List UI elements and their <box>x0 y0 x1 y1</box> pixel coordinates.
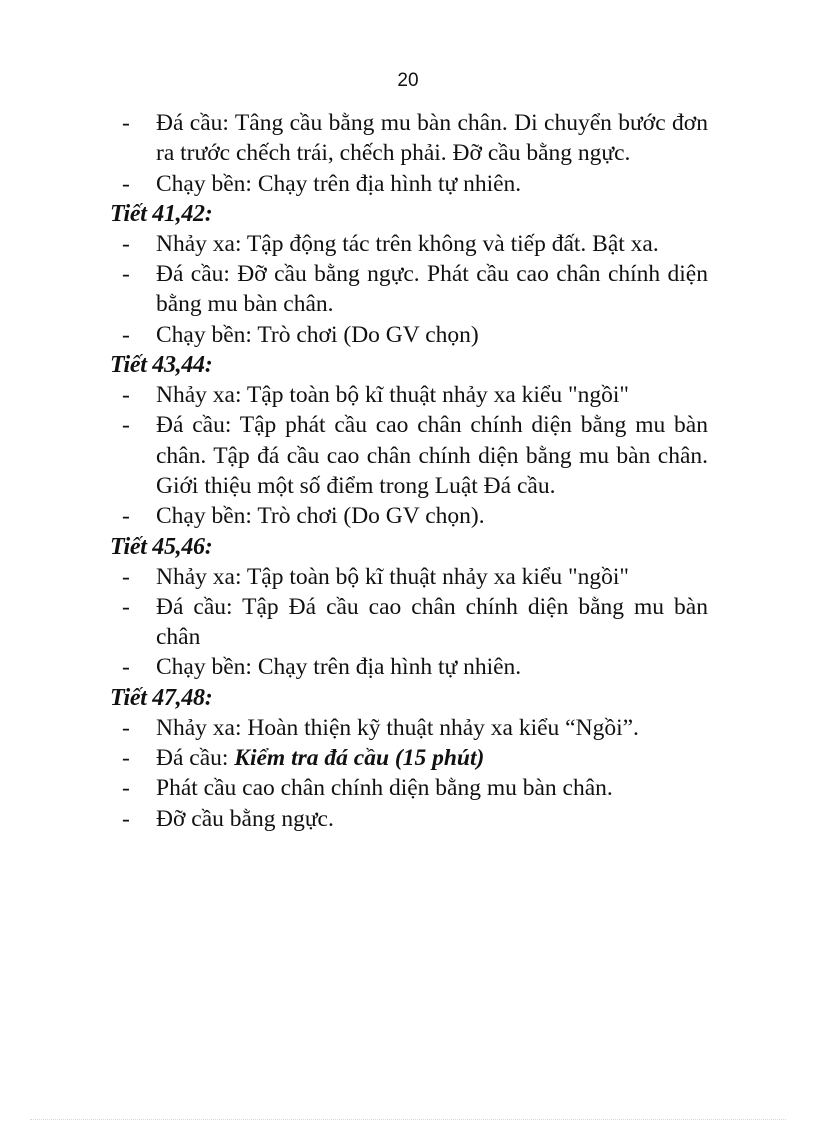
list-item-text: Nhảy xa: Tập toàn bộ kĩ thuật nhảy xa kiểu "ngồi" <box>156 563 629 590</box>
lesson-item-list <box>110 380 708 531</box>
list-item-prefix: Đá cầu: <box>156 745 235 772</box>
list-item <box>110 320 708 350</box>
list-item <box>110 592 708 653</box>
list-item-text: Chạy bền: Chạy trên địa hình tự nhiên. <box>156 170 522 197</box>
bullet-dash: - <box>122 593 130 620</box>
lesson-item-list <box>110 229 708 350</box>
list-item-text: Phát cầu cao chân chính diện bằng mu bàn chân. <box>156 775 613 802</box>
lesson-plan-content <box>110 108 708 834</box>
list-item-text: Đá cầu: Đỡ cầu bằng ngực. Phát cầu cao chân chính diện bằng mu bàn chân. <box>156 261 708 318</box>
list-item-text: Đá cầu: Tập Đá cầu cao chân chính diện bằng mu bàn chân <box>156 593 708 651</box>
list-item <box>110 410 708 501</box>
list-item-text: Đá cầu: Tập phát cầu cao chân chính diện bằng mu bàn chân. Tập đá cầu cao chân chính diện bằng mu bàn chân. Giới thiệu một số điểm trong Luật Đá cầu. <box>156 412 708 499</box>
bullet-dash: - <box>122 805 130 832</box>
list-item-text: Nhảy xa: Tập động tác trên không và tiếp đất. Bật xa. <box>156 230 659 257</box>
list-item-text: Chạy bền: Trò chơi (Do GV chọn) <box>156 321 479 348</box>
bullet-dash: - <box>122 382 130 409</box>
bullet-dash: - <box>122 412 130 439</box>
bullet-dash: - <box>122 110 130 136</box>
list-item <box>110 743 708 773</box>
bullet-dash: - <box>122 230 130 257</box>
list-item <box>110 108 708 169</box>
bullet-dash: - <box>122 321 130 348</box>
lesson-heading: Tiết 41,42: <box>110 200 213 227</box>
list-item <box>110 259 708 320</box>
lesson-heading: Tiết 45,46: <box>110 533 213 560</box>
page-number: 20 <box>397 70 419 91</box>
list-item <box>110 652 708 682</box>
test-emphasis: Kiểm tra đá cầu (15 phút) <box>234 745 485 772</box>
bullet-dash: - <box>122 745 130 772</box>
lesson-heading: Tiết 47,48: <box>110 684 213 711</box>
list-item-text: Nhảy xa: Tập toàn bộ kĩ thuật nhảy xa kiểu "ngồi" <box>156 382 629 409</box>
continuation-list <box>110 108 708 199</box>
list-item-text: Đỡ cầu bằng ngực. <box>156 805 334 832</box>
list-item-text: Chạy bền: Trò chơi (Do GV chọn). <box>156 503 485 530</box>
bullet-dash: - <box>122 714 130 741</box>
bullet-dash: - <box>122 261 130 288</box>
list-item-text: Nhảy xa: Hoàn thiện kỹ thuật nhảy xa kiểu “Ngồi”. <box>156 714 639 741</box>
list-item-text: Chạy bền: Chạy trên địa hình tự nhiên. <box>156 654 522 681</box>
list-item <box>110 380 708 410</box>
list-item <box>110 501 708 531</box>
list-item <box>110 562 708 592</box>
list-item <box>110 229 708 259</box>
list-item <box>110 773 708 803</box>
lesson-heading: Tiết 43,44: <box>110 352 213 379</box>
list-item <box>110 804 708 834</box>
lesson-item-list <box>110 562 708 683</box>
list-item <box>110 169 708 199</box>
list-item <box>110 713 708 743</box>
bullet-dash: - <box>122 170 130 197</box>
bullet-dash: - <box>122 775 130 802</box>
list-item-text: Đá cầu: Tâng cầu bằng mu bàn chân. Di chuyển bước đơn ra trước chếch trái, chếch phải. Đỡ cầu bằng ngực. <box>156 110 708 167</box>
page-bottom-rule <box>30 1119 786 1120</box>
bullet-dash: - <box>122 563 130 590</box>
bullet-dash: - <box>122 503 130 530</box>
lesson-item-list <box>110 713 708 834</box>
bullet-dash: - <box>122 654 130 681</box>
